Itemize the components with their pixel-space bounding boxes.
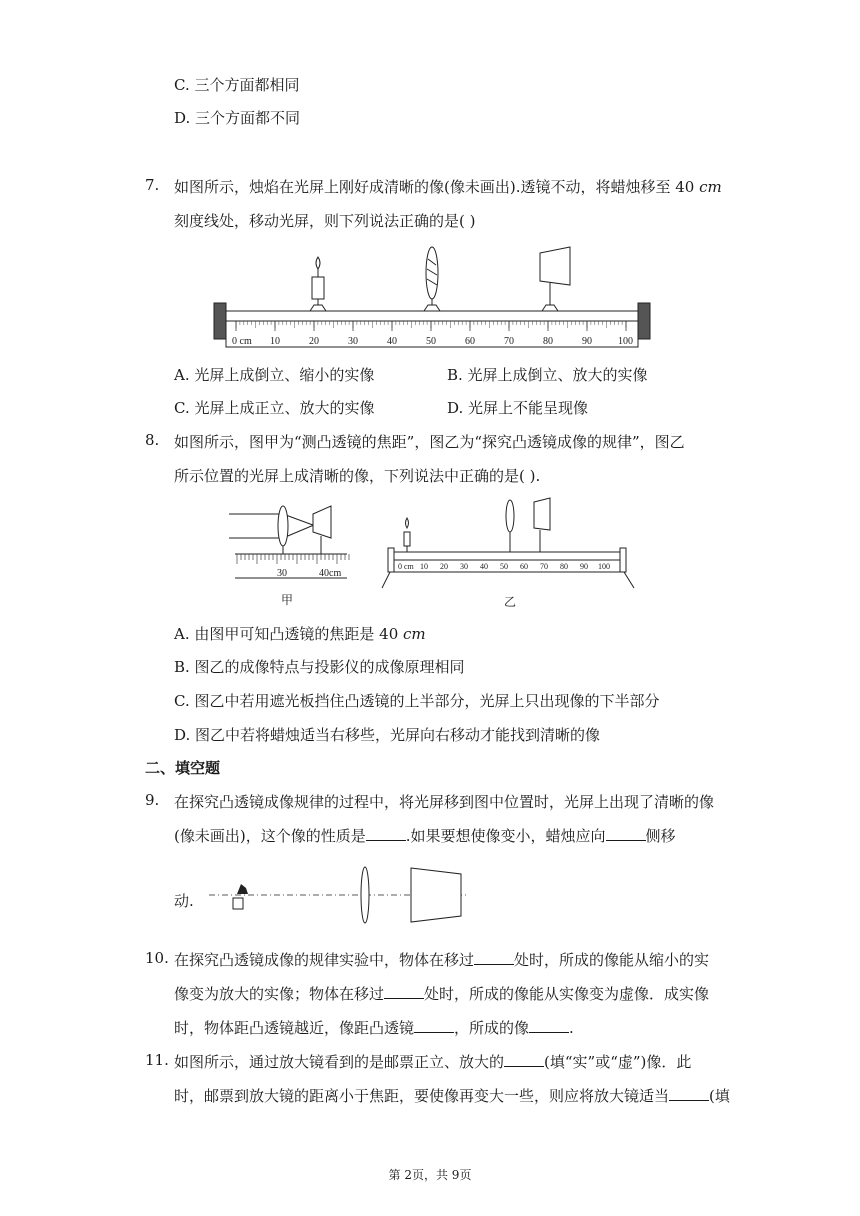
q7-unit: cm [699, 178, 722, 196]
q9-text-line3: 动. [174, 892, 194, 910]
q9-text-line1: 在探究凸透镜成像规律的过程中，将光屏移到图中位置时，光屏上出现了清晰的像 [174, 793, 715, 811]
q8-yi-tick-90: 90 [580, 562, 588, 571]
q9-blank-2[interactable] [606, 826, 646, 841]
q9-number: 9. [145, 791, 160, 809]
q8-yi-tick-30: 30 [460, 562, 468, 571]
q9-text-line2: (像未画出)，这个像的性质是 .如果要想使像变小，蜡烛应向 侧移 [174, 827, 676, 845]
q8-yi-tick-0: 0 cm [398, 562, 414, 571]
q8-yi-tick-50: 50 [500, 562, 508, 571]
q8-option-b[interactable]: B. 图乙的成像特点与投影仪的成像原理相同 [174, 658, 465, 676]
q8-option-c[interactable]: C. 图乙中若用遮光板挡住凸透镜的上半部分，光屏上只出现像的下半部分 [174, 692, 660, 710]
q10-text-line1: 在探究凸透镜成像的规律实验中，物体在移过 处时，所成的像能从缩小的实 [174, 951, 710, 969]
q7-tick-80: 80 [543, 336, 553, 347]
q8-yi-label: 乙 [504, 595, 517, 609]
prev-option-d: D. 三个方面都不同 [174, 109, 301, 127]
q7-text-line2: 刻度线处，移动光屏，则下列说法正确的是( ) [174, 212, 476, 230]
q7-value: 40 [675, 178, 695, 196]
q11-text-line1: 如图所示，通过放大镜看到的是邮票正立、放大的 (填“实”或“虚”)像．此 [174, 1053, 692, 1071]
q7-tick-10: 10 [270, 336, 280, 347]
q10-text-line3: 时，物体距凸透镜越近，像距凸透镜 ，所成的像 . [174, 1019, 574, 1037]
q7-lens [424, 247, 440, 311]
q10-blank-2[interactable] [384, 984, 424, 999]
q8-jia-tick-30: 30 [277, 568, 287, 579]
q7-tick-90: 90 [582, 336, 592, 347]
q8-figure-yi [380, 494, 640, 610]
q7-text-line1: 如图所示，烛焰在光屏上刚好成清晰的像(像未画出).透镜不动，将蜡烛移至 40 cm [174, 178, 722, 196]
q7-candle [310, 257, 326, 311]
q8-option-a[interactable]: A. 由图甲可知凸透镜的焦距是 40 cm [174, 625, 426, 643]
q7-tick-40: 40 [387, 336, 397, 347]
section-fill-in-blank-title: 二、填空题 [145, 759, 221, 777]
q8-yi-tick-10: 10 [420, 562, 428, 571]
q11-text-line2: 时，邮票到放大镜的距离小于焦距，要使像再变大一些，则应将放大镜适当 (填 [174, 1087, 730, 1105]
q7-screen [540, 247, 570, 311]
q8-text-line1: 如图所示，图甲为“测凸透镜的焦距”，图乙为“探究凸透镜成像的规律”，图乙 [174, 433, 685, 451]
q10-blank-4[interactable] [529, 1018, 569, 1033]
q7-option-a[interactable]: A. 光屏上成倒立、缩小的实像 [174, 366, 375, 384]
q8-number: 8. [145, 431, 160, 449]
q8-jia-tick-40: 40cm [319, 568, 342, 579]
q7-tick-20: 20 [309, 336, 319, 347]
q7-option-d[interactable]: D. 光屏上不能呈现像 [447, 399, 589, 417]
q8-yi-tick-100: 100 [598, 562, 610, 571]
q9-figure [205, 860, 475, 916]
q7-tick-60: 60 [465, 336, 475, 347]
q10-text-line2: 像变为放大的实像；物体在移过 处时，所成的像能从实像变为虚像．成实像 [174, 985, 710, 1003]
q8-yi-tick-40: 40 [480, 562, 488, 571]
q8-yi-tick-80: 80 [560, 562, 568, 571]
q7-number: 7. [145, 176, 160, 194]
q7-tick-50: 50 [426, 336, 436, 347]
q8-figure-jia [225, 498, 355, 610]
q10-blank-3[interactable] [414, 1018, 454, 1033]
q7-option-c[interactable]: C. 光屏上成正立、放大的实像 [174, 399, 375, 417]
prev-option-c: C. 三个方面都相同 [174, 76, 300, 94]
q7-tick-100: 100 [618, 336, 633, 347]
q7-option-b[interactable]: B. 光屏上成倒立、放大的实像 [447, 366, 648, 384]
q11-blank-1[interactable] [504, 1052, 544, 1067]
q9-blank-1[interactable] [366, 826, 406, 841]
q8-jia-label: 甲 [281, 593, 294, 607]
q7-tick-70: 70 [504, 336, 514, 347]
q11-blank-2[interactable] [669, 1086, 709, 1101]
q7-tick-30: 30 [348, 336, 358, 347]
page-footer: 第 2页，共 9页 [388, 1168, 472, 1182]
q8-yi-tick-70: 70 [540, 562, 548, 571]
q8-text-line2: 所示位置的光屏上成清晰的像，下列说法中正确的是( ). [174, 467, 541, 485]
q11-number: 11. [145, 1051, 169, 1069]
q8-yi-tick-60: 60 [520, 562, 528, 571]
q7-tick-0: 0 cm [232, 336, 252, 347]
q10-number: 10. [145, 949, 169, 967]
q8-yi-tick-20: 20 [440, 562, 448, 571]
q10-blank-1[interactable] [474, 950, 514, 965]
q8-option-d[interactable]: D. 图乙中若将蜡烛适当右移些，光屏向右移动才能找到清晰的像 [174, 726, 601, 744]
q7-optical-bench-figure [210, 245, 655, 355]
